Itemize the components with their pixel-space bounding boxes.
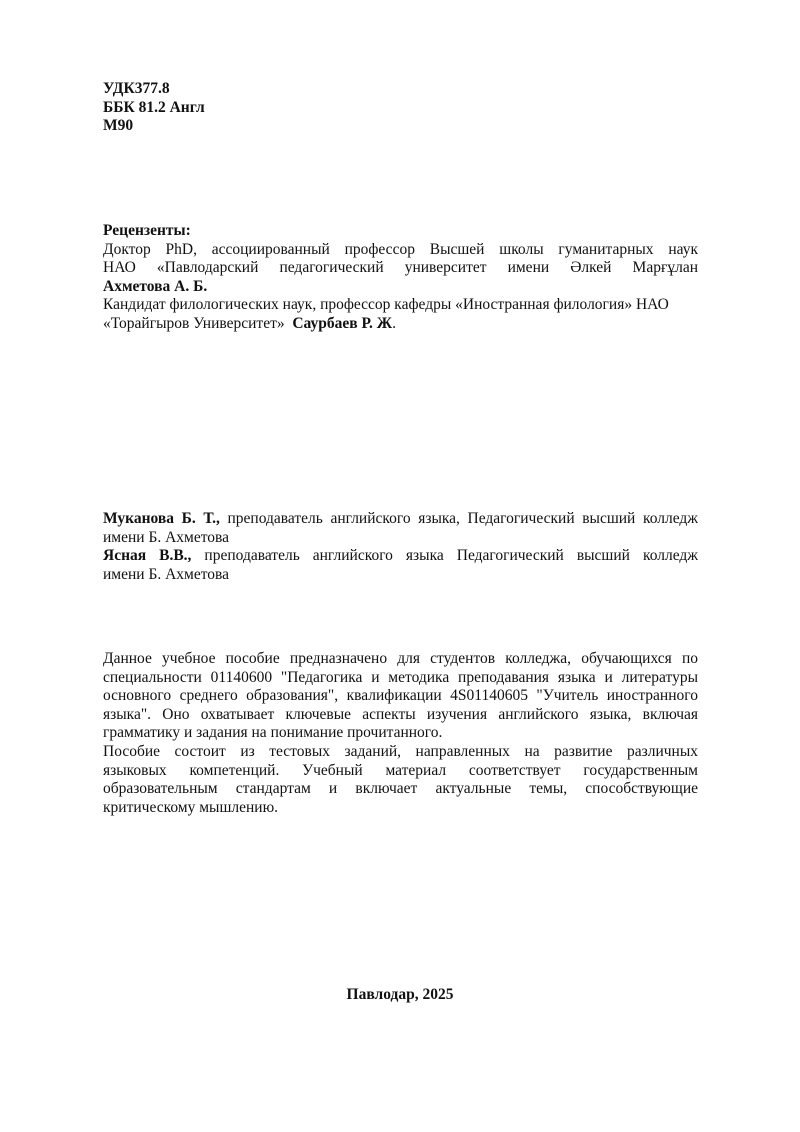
reviewer-1-affiliation-line2: НАО «Павлодарский педагогический университет имени Әлкей Марғұлан (103, 259, 698, 277)
reviewer-1-affiliation-line1: Доктор PhD, ассоциированный профессор Высшей школы гуманитарных наук (103, 240, 698, 258)
author-1-name: Муканова Б. Т., (103, 510, 220, 527)
abstract-line: языка". Оно охватывает ключевые аспекты изучения английского языка, включая (103, 705, 698, 723)
author-1-description-cont: имени Б. Ахметова (103, 528, 230, 546)
classification-codes (103, 80, 698, 136)
abstract-paragraph-1 (103, 650, 698, 743)
reviewers-heading: Рецензенты: (103, 222, 191, 239)
abstract-paragraph-2 (103, 743, 698, 817)
reviewer-2-affiliation-line1: Кандидат филологических наук, профессор кафедры «Иностранная филология» НАО (103, 296, 669, 314)
reviewer-2-name: Саурбаев Р. Ж (292, 314, 393, 332)
authors-section (103, 510, 698, 584)
abstract-line: критическому мышлению. (103, 798, 279, 816)
reviewer-2-block (103, 315, 698, 334)
author-1 (103, 510, 698, 529)
author-1-description: преподаватель английского языка, Педагогический высший колледж (219, 510, 698, 527)
author-2-description: преподаватель английского языка Педагогический высший колледж (191, 547, 698, 565)
bbk-code: ББК 81.2 Англ (103, 98, 205, 116)
reviewers-section (103, 222, 698, 334)
abstract-line: языковых компетенций. Учебный материал соответствует государственным (103, 761, 698, 779)
author-2-name: Ясная В.В., (103, 547, 192, 565)
abstract-line: Пособие состоит из тестовых заданий, направленных на развитие различных (103, 742, 698, 760)
author-2-description-cont: имени Б. Ахметова (103, 565, 230, 583)
abstract-line: Данное учебное пособие предназначено для студентов колледжа, обучающихся по (103, 650, 698, 667)
author-index: М90 (103, 117, 134, 135)
abstract-section (103, 650, 698, 817)
abstract-line: грамматику и задания на понимание прочитанного. (103, 724, 443, 742)
abstract-line: специальности 01140600 "Педагогика и методика преподавания языка и литературы (103, 668, 698, 686)
abstract-line: основного среднего образования", квалификации 4S01140605 "Учитель иностранного (103, 687, 698, 705)
udk-code: УДК377.8 (103, 80, 170, 97)
place-and-year: Павлодар, 2025 (346, 986, 454, 1003)
author-2 (103, 547, 698, 566)
reviewer-2-suffix: . (392, 314, 396, 332)
abstract-line: образовательным стандартам и включает актуальные темы, способствующие (103, 780, 698, 798)
reviewer-2-affiliation-line2: «Торайгыров Университет» (103, 314, 285, 332)
reviewer-1-name: Ахметова А. Б. (103, 277, 208, 295)
